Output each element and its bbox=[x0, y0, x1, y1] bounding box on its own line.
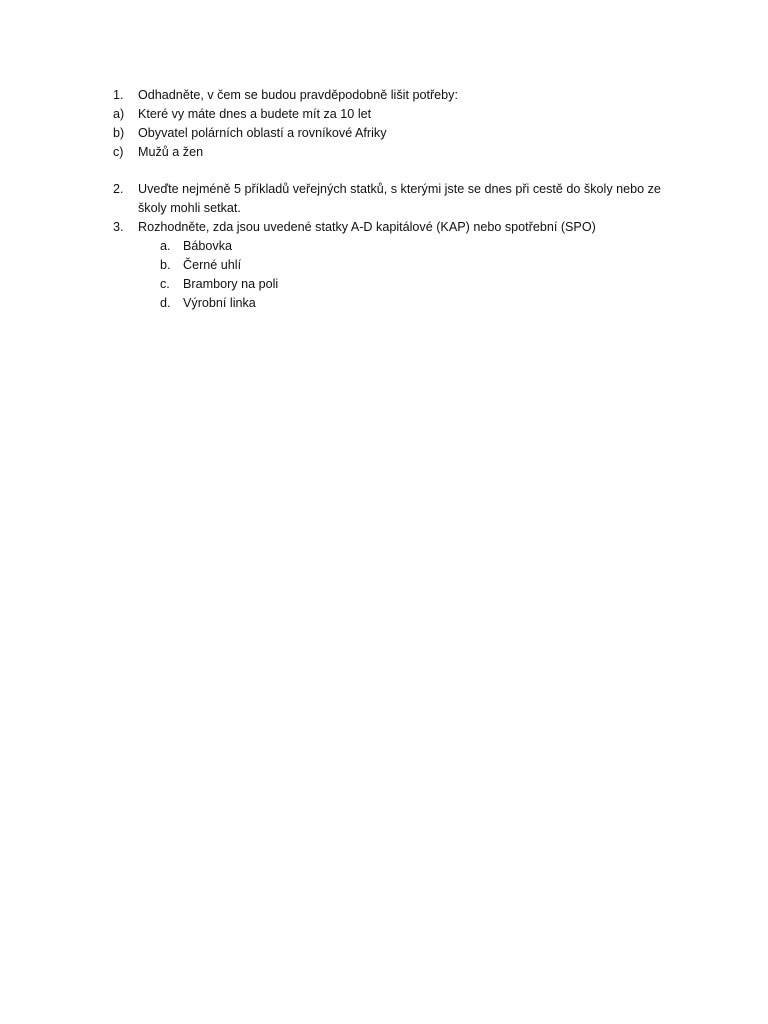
question-2 bbox=[113, 180, 693, 218]
question-text: Rozhodněte, zda jsou uvedené statky A-D kapitálové (KAP) nebo spotřební (SPO) bbox=[138, 220, 596, 234]
list-item bbox=[113, 143, 693, 162]
question-number: 2. bbox=[113, 182, 124, 196]
list-item-text: Mužů a žen bbox=[138, 145, 204, 159]
list-marker: c. bbox=[160, 277, 170, 291]
list-item-text: Bábovka bbox=[183, 239, 233, 253]
list-item bbox=[113, 275, 693, 294]
list-marker: b. bbox=[160, 258, 171, 272]
list-item-text: Obyvatel polárních oblastí a rovníkové Afriky bbox=[138, 126, 387, 140]
list-item-text: Černé uhlí bbox=[183, 258, 242, 272]
question-text: Uveďte nejméně 5 příkladů veřejných statků, s kterými jste se dnes při cestě do školy nebo ze školy mohli setkat. bbox=[138, 182, 665, 215]
list-marker: c) bbox=[113, 145, 124, 159]
question-1 bbox=[113, 86, 693, 105]
list-item bbox=[113, 237, 693, 256]
document-body bbox=[113, 86, 693, 313]
list-marker: a) bbox=[113, 107, 125, 121]
question-number: 1. bbox=[113, 88, 124, 102]
paragraph-spacer bbox=[113, 162, 693, 180]
list-item-text: Brambory na poli bbox=[183, 277, 279, 291]
list-marker: b) bbox=[113, 126, 125, 140]
list-item-text: Výrobní linka bbox=[183, 296, 256, 310]
list-item bbox=[113, 124, 693, 143]
list-item-text: Které vy máte dnes a budete mít za 10 let bbox=[138, 107, 372, 121]
question-number: 3. bbox=[113, 220, 124, 234]
list-marker: a. bbox=[160, 239, 171, 253]
list-item bbox=[113, 105, 693, 124]
list-marker: d. bbox=[160, 296, 171, 310]
question-3 bbox=[113, 218, 693, 237]
list-item bbox=[113, 256, 693, 275]
list-item bbox=[113, 294, 693, 313]
question-text: Odhadněte, v čem se budou pravděpodobně lišit potřeby: bbox=[138, 88, 458, 102]
